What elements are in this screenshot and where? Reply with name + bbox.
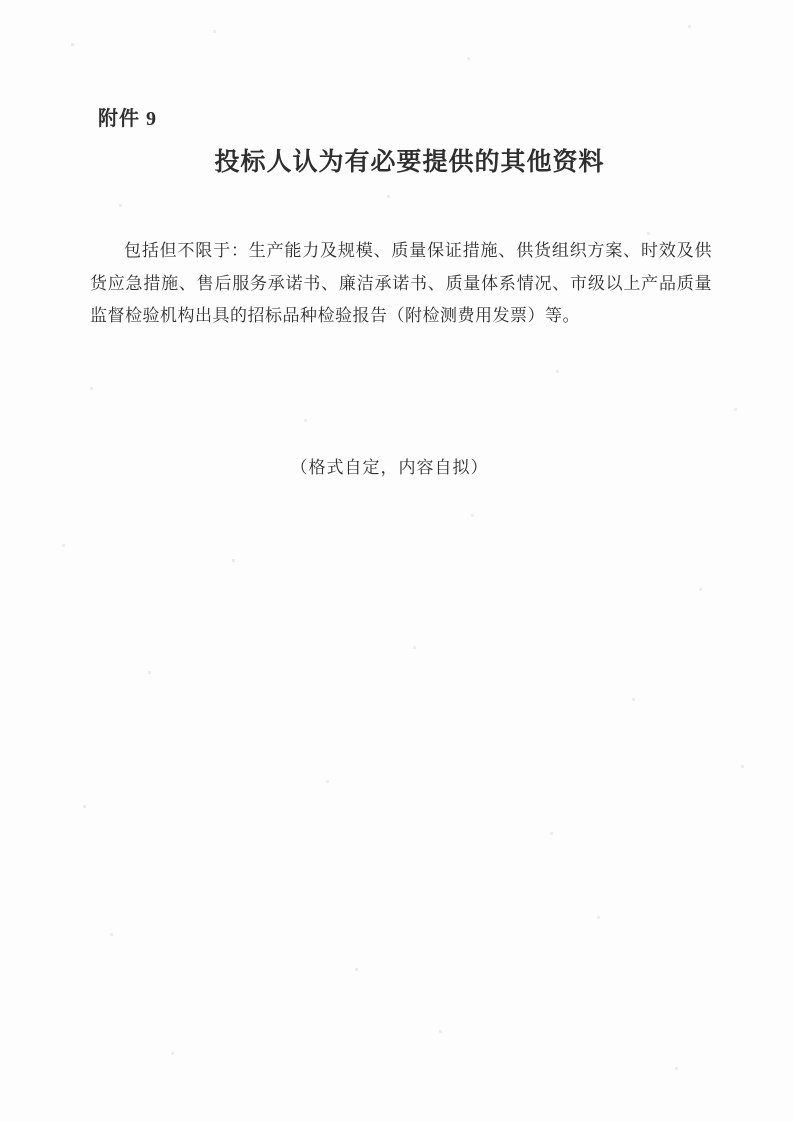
scan-noise xyxy=(0,0,1,1)
page-title: 投标人认为有必要提供的其他资料 xyxy=(214,149,605,176)
attachment-label: 附件 9 xyxy=(98,108,157,130)
body-paragraph: 包括但不限于：生产能力及规模、质量保证措施、供货组织方案、时效及供货应急措施、售后服务承诺书、廉洁承诺书、质量体系情况、市级以上产品质量监督检验机构出具的招标品种检验报告（附检测费用发票）等。 xyxy=(90,241,712,325)
format-note: （格式自定，内容自拟） xyxy=(290,458,489,477)
